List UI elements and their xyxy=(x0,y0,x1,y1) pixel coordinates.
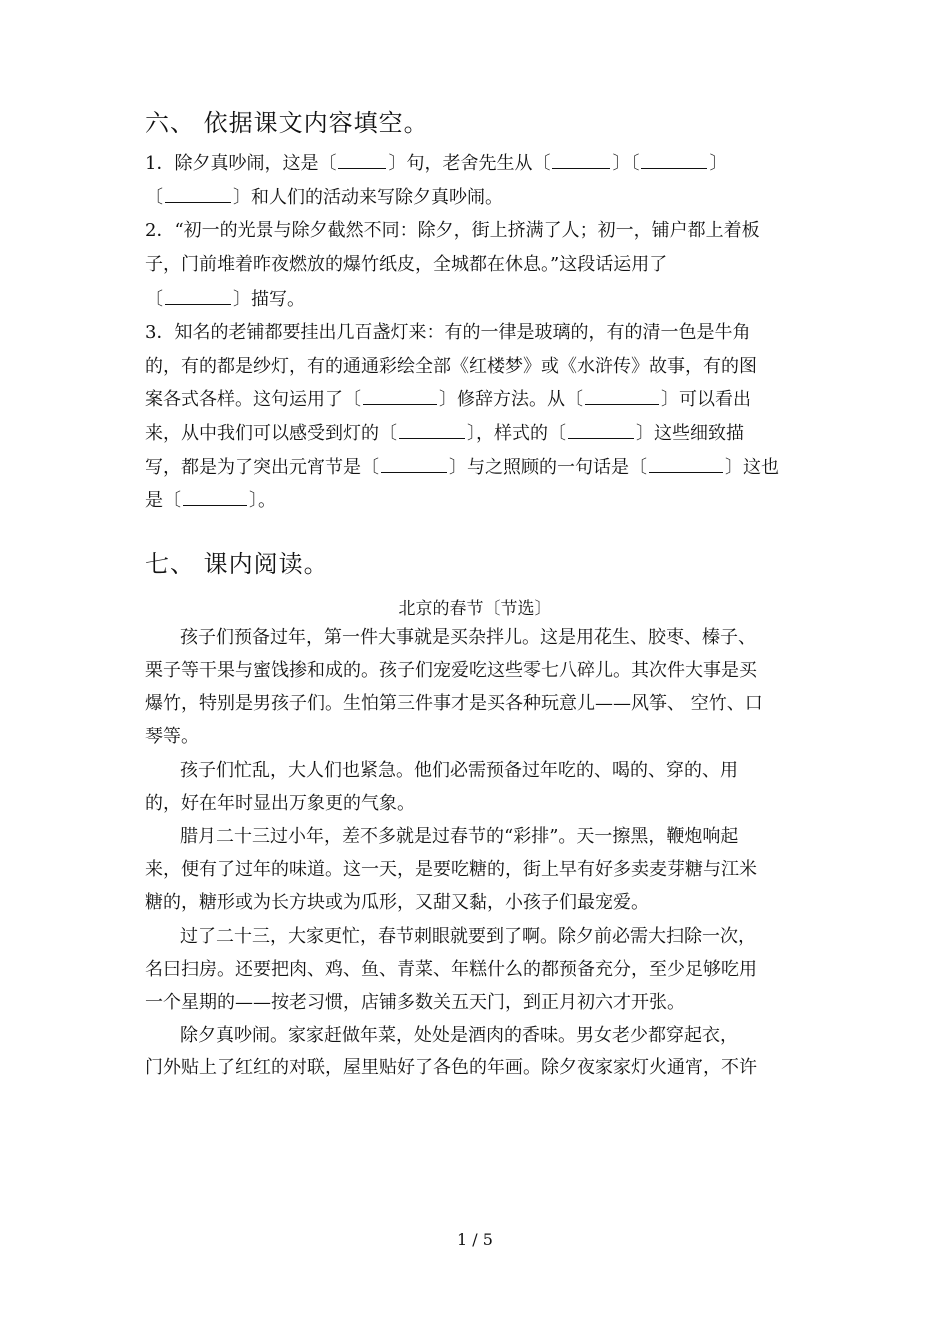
q3-text-b: 〕修辞方法。从〔 xyxy=(439,389,583,410)
passage-line: 糖的，糖形或为长方块或为瓜形，又甜又黏，小孩子们最宠爱。 xyxy=(145,892,649,913)
passage-line: 一个星期的——按老习惯，店铺多数关五天门，到正月初六才开张。 xyxy=(145,992,685,1013)
answer-blank[interactable] xyxy=(338,152,386,169)
question-1-line-2 xyxy=(145,186,503,209)
q3-text-i: 〕这也 xyxy=(725,457,779,478)
question-2-line-2: 子，门前堆着昨夜燃放的爆竹纸皮，全城都在休息。”这段话运用了 xyxy=(145,254,668,275)
q1-text-a: 1．除夕真吵闹，这是〔 xyxy=(145,153,337,174)
passage-line: 除夕真吵闹。家家赶做年菜，处处是酒肉的香味。男女老少都穿起衣， xyxy=(180,1025,738,1046)
q1-text-d: 〕 xyxy=(709,153,728,174)
passage-line: 来，便有了过年的味道。这一天，是要吃糖的，街上早有好多卖麦芽糖与江米 xyxy=(145,859,757,880)
q1-text-f: 〕和人们的活动来写除夕真吵闹。 xyxy=(233,187,503,208)
q3-text-d: 来，从中我们可以感受到灯的〔 xyxy=(145,423,397,444)
question-3-line-2: 的，有的都是纱灯，有的通通彩绘全部《红楼梦》或《水浒传》故事，有的图 xyxy=(145,356,757,377)
passage-line: 栗子等干果与蜜饯掺和成的。孩子们宠爱吃这些零七八碎儿。其次件大事是买 xyxy=(145,660,757,681)
question-2-line-3 xyxy=(145,288,305,311)
question-3-line-1: 3．知名的老铺都要挂出几百盏灯来：有的一律是玻璃的，有的清一色是牛角 xyxy=(145,322,751,343)
q3-text-h: 〕与之照顾的一句话是〔 xyxy=(449,457,647,478)
question-3-line-5 xyxy=(145,456,779,479)
answer-blank[interactable] xyxy=(641,152,707,169)
passage-line: 孩子们忙乱，大人们也紧急。他们必需预备过年吃的、喝的、穿的、用 xyxy=(180,760,738,781)
q2-text-b: 〕描写。 xyxy=(233,289,305,310)
question-3-line-4 xyxy=(145,422,744,445)
question-2-line-1: 2．“初一的光景与除夕截然不同：除夕，街上挤满了人；初一，铺户都上着板 xyxy=(145,220,760,241)
answer-blank[interactable] xyxy=(183,489,247,506)
passage-line: 门外贴上了红红的对联，屋里贴好了各色的年画。除夕夜家家灯火通宵，不许 xyxy=(145,1057,757,1078)
q1-text-b: 〕句，老舍先生从〔 xyxy=(388,153,551,174)
question-1-line-1 xyxy=(145,152,727,175)
question-3-line-6 xyxy=(145,489,276,512)
q3-text-f: 〕这些细致描 xyxy=(636,423,744,444)
passage-line: 琴等。 xyxy=(145,726,199,747)
q1-text-c: 〕〔 xyxy=(612,153,640,174)
passage-line: 腊月二十三过小年，差不多就是过春节的“彩排”。天一擦黑，鞭炮响起 xyxy=(180,826,739,847)
answer-blank[interactable] xyxy=(552,152,610,169)
passage-line: 爆竹，特别是男孩子们。生怕第三件事才是买各种玩意儿——风筝、 空竹、口 xyxy=(145,693,763,714)
q3-text-g: 写，都是为了突出元宵节是〔 xyxy=(145,457,379,478)
section-7-heading: 七、 课内阅读。 xyxy=(145,550,329,578)
q2-text-a: 〔 xyxy=(145,289,163,310)
page-number: 1 / 5 xyxy=(457,1230,493,1249)
answer-blank[interactable] xyxy=(649,456,723,473)
answer-blank[interactable] xyxy=(165,186,231,203)
passage-line: 的，好在年时显出万象更的气象。 xyxy=(145,793,415,814)
q3-text-k: 〕。 xyxy=(249,490,276,511)
passage-line: 名曰扫房。还要把肉、鸡、鱼、青菜、年糕什么的都预备充分，至少足够吃用 xyxy=(145,959,757,980)
answer-blank[interactable] xyxy=(585,388,659,405)
answer-blank[interactable] xyxy=(165,288,231,305)
q3-text-c: 〕可以看出 xyxy=(661,389,751,410)
q3-text-j: 是〔 xyxy=(145,490,181,511)
answer-blank[interactable] xyxy=(363,388,437,405)
question-3-line-3 xyxy=(145,388,751,411)
answer-blank[interactable] xyxy=(568,422,634,439)
passage-title: 北京的春节〔节选〕 xyxy=(398,599,552,619)
answer-blank[interactable] xyxy=(399,422,465,439)
q3-text-a: 案各式各样。这句运用了〔 xyxy=(145,389,361,410)
passage-line: 过了二十三，大家更忙，春节刺眼就要到了啊。除夕前必需大扫除一次， xyxy=(180,926,756,947)
section-6-heading: 六、 依据课文内容填空。 xyxy=(145,109,429,137)
q1-text-e: 〔 xyxy=(145,187,163,208)
passage-line: 孩子们预备过年，第一件大事就是买杂拌儿。这是用花生、胶枣、榛子、 xyxy=(180,627,756,648)
q3-text-e: 〕，样式的〔 xyxy=(467,423,566,444)
answer-blank[interactable] xyxy=(381,456,447,473)
